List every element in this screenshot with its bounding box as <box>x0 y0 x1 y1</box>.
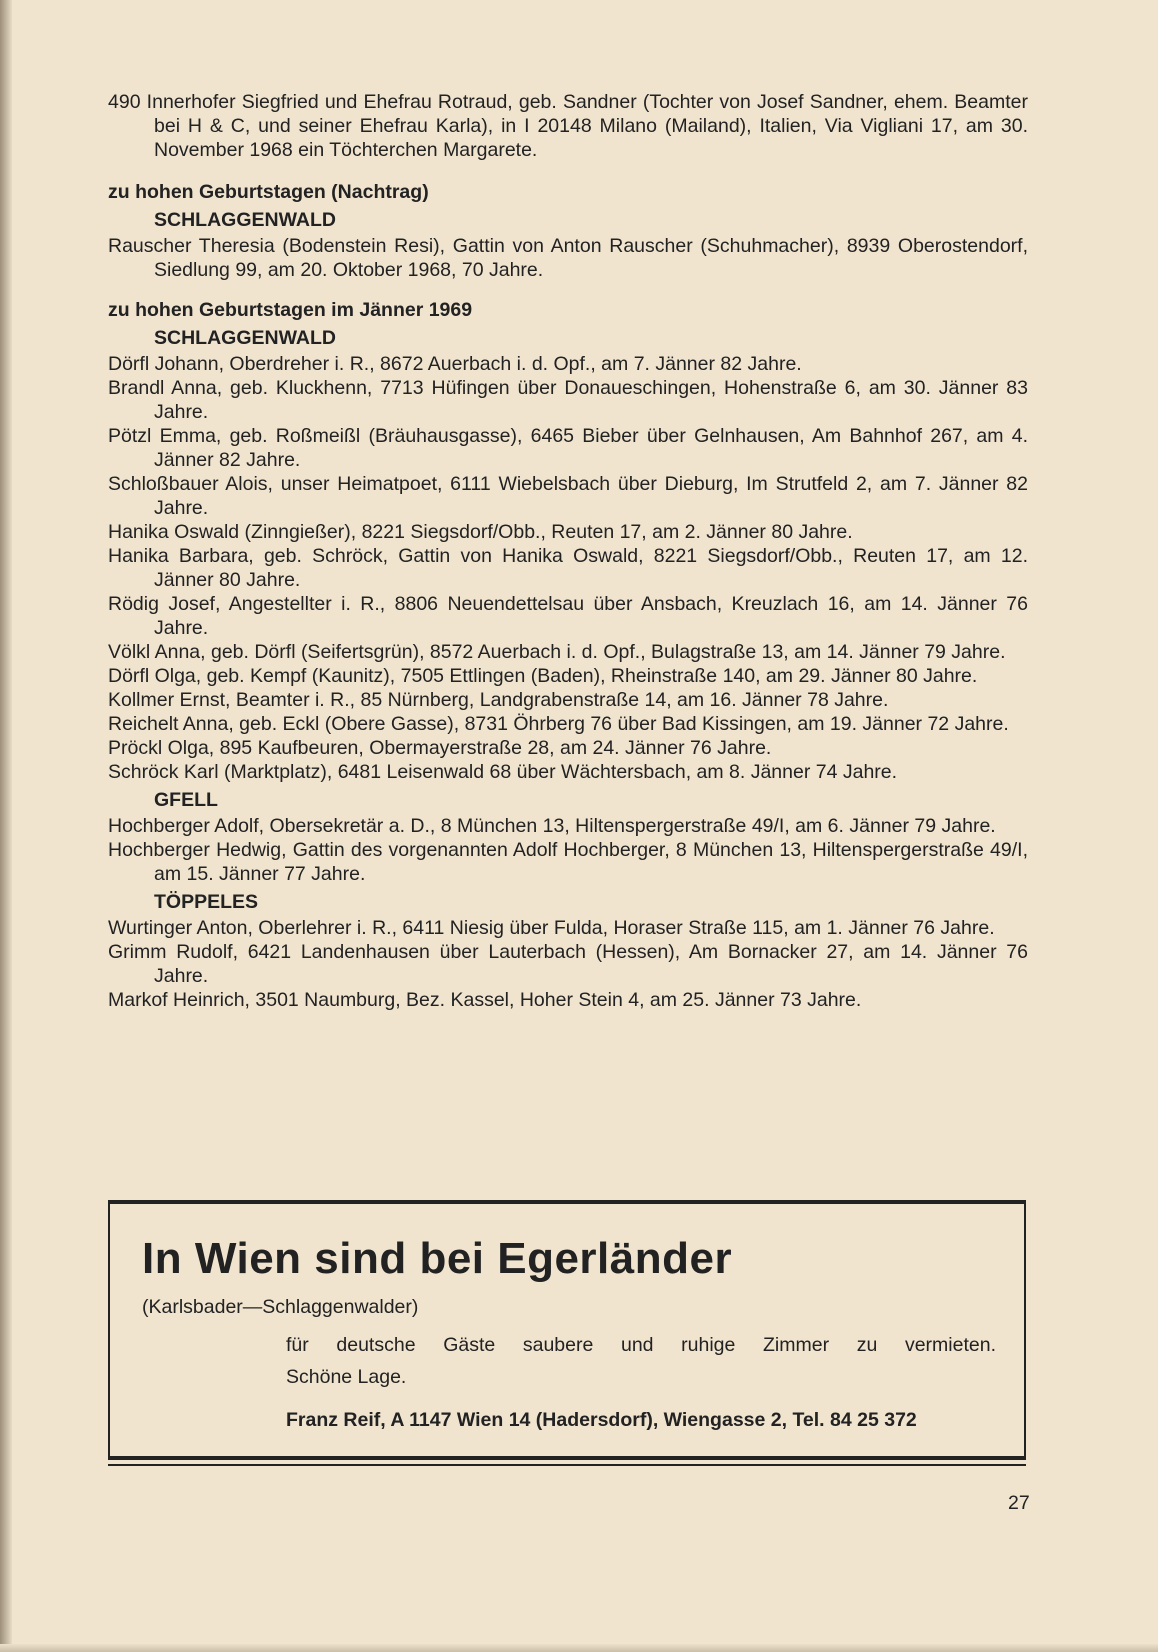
page-binding-shadow <box>0 0 12 1652</box>
list-item: Hochberger Adolf, Obersekretär a. D., 8 München 13, Hiltenspergerstraße 49/I, am 6. Jänner 79 Jahre. <box>108 815 996 837</box>
list-item: Völkl Anna, geb. Dörfl (Seifertsgrün), 8572 Auerbach i. d. Opf., Bulagstraße 13, am 14. Jänner 79 Jahre. <box>108 641 1006 663</box>
ad-title: In Wien sind bei Egerländer <box>142 1234 733 1283</box>
list-item: Kollmer Ernst, Beamter i. R., 85 Nürnberg, Landgrabenstraße 14, am 16. Jänner 78 Jahre. <box>108 689 889 711</box>
page-number: 27 <box>1008 1492 1030 1514</box>
list-item: Rödig Josef, Angestellter i. R., 8806 Neuendettelsau über Ansbach, Kreuzlach 16, am 14. Jänner 76 Jahre. <box>108 593 1028 639</box>
list-item: Pötzl Emma, geb. Roßmeißl (Bräuhausgasse), 6465 Bieber über Gelnhausen, Am Bahnhof 267, am 4. Jänner 82 Jahre. <box>108 425 1028 471</box>
page-content <box>108 90 1028 1012</box>
list-item: Reichelt Anna, geb. Eckl (Obere Gasse), 8731 Öhrberg 76 über Bad Kissingen, am 19. Jänner 72 Jahre. <box>108 713 1009 735</box>
list-item: Schröck Karl (Marktplatz), 6481 Leisenwald 68 über Wächtersbach, am 8. Jänner 74 Jahre. <box>108 761 898 783</box>
ad-double-rule <box>108 1464 1026 1466</box>
ad-contact: Franz Reif, A 1147 Wien 14 (Hadersdorf), Wiengasse 2, Tel. 84 25 372 <box>286 1409 917 1431</box>
page-bottom-edge <box>0 1644 1158 1652</box>
ad-text-line: für deutsche Gäste saubere und ruhige Zimmer zu vermieten. <box>286 1334 996 1356</box>
list-item: Grimm Rudolf, 6421 Landenhausen über Lauterbach (Hessen), Am Bornacker 27, am 14. Jänner 76 Jahre. <box>108 941 1028 987</box>
ad-text <box>286 1329 996 1393</box>
list-item: Hochberger Hedwig, Gattin des vorgenannten Adolf Hochberger, 8 München 13, Hiltenspergerstraße 49/I, am 15. Jänner 77 Jahre. <box>108 839 1028 885</box>
list-item: Schloßbauer Alois, unser Heimatpoet, 6111 Wiebelsbach über Dieburg, Im Strutfeld 2, am 7. Jänner 82 Jahre. <box>108 473 1028 519</box>
list-item: Hanika Barbara, geb. Schröck, Gattin von Hanika Oswald, 8221 Siegsdorf/Obb., Reuten 17, am 12. Jänner 80 Jahre. <box>108 545 1028 591</box>
advertisement-box <box>108 1200 1026 1460</box>
list-item: Dörfl Johann, Oberdreher i. R., 8672 Auerbach i. d. Opf., am 7. Jänner 82 Jahre. <box>108 353 802 375</box>
list-item: Dörfl Olga, geb. Kempf (Kaunitz), 7505 Ettlingen (Baden), Rheinstraße 140, am 29. Jänner 80 Jahre. <box>108 665 978 687</box>
list-item: Hanika Oswald (Zinngießer), 8221 Siegsdorf/Obb., Reuten 17, am 2. Jänner 80 Jahre. <box>108 521 853 543</box>
list-item: Rauscher Theresia (Bodenstein Resi), Gattin von Anton Rauscher (Schuhmacher), 8939 Oberostendorf, Siedlung 99, am 20. Oktober 1968, 70 Jahre. <box>108 235 1028 281</box>
list-item: Pröckl Olga, 895 Kaufbeuren, Obermayerstraße 28, am 24. Jänner 76 Jahre. <box>108 737 772 759</box>
section-heading-jaenner: zu hohen Geburtstagen im Jänner 1969 <box>108 299 473 321</box>
birth-announcement: 490 Innerhofer Siegfried und Ehefrau Rotraud, geb. Sandner (Tochter von Josef Sandner, ehem. Beamter bei H & C, und seiner Ehefrau Karla), in I 20148 Milano (Mailand), Italien, Via Vigliani 17, am 30. November 1968 ein Töchterchen Margarete. <box>108 91 1028 161</box>
list-item: Markof Heinrich, 3501 Naumburg, Bez. Kassel, Hoher Stein 4, am 25. Jänner 73 Jahre. <box>108 989 862 1011</box>
ad-subtitle: (Karlsbader—Schlaggenwalder) <box>142 1296 419 1318</box>
section-heading-nachtrag: zu hohen Geburtstagen (Nachtrag) <box>108 181 429 203</box>
place-heading: GFELL <box>154 789 218 811</box>
place-heading: TÖPPELES <box>154 891 259 913</box>
list-item: Wurtinger Anton, Oberlehrer i. R., 6411 Niesig über Fulda, Horaser Straße 115, am 1. Jänner 76 Jahre. <box>108 917 995 939</box>
place-heading: SCHLAGGENWALD <box>154 327 336 349</box>
ad-text-line: Schöne Lage. <box>286 1366 407 1388</box>
list-item: Brandl Anna, geb. Kluckhenn, 7713 Hüfingen über Donaueschingen, Hohenstraße 6, am 30. Jänner 83 Jahre. <box>108 377 1028 423</box>
place-heading: SCHLAGGENWALD <box>154 209 336 231</box>
